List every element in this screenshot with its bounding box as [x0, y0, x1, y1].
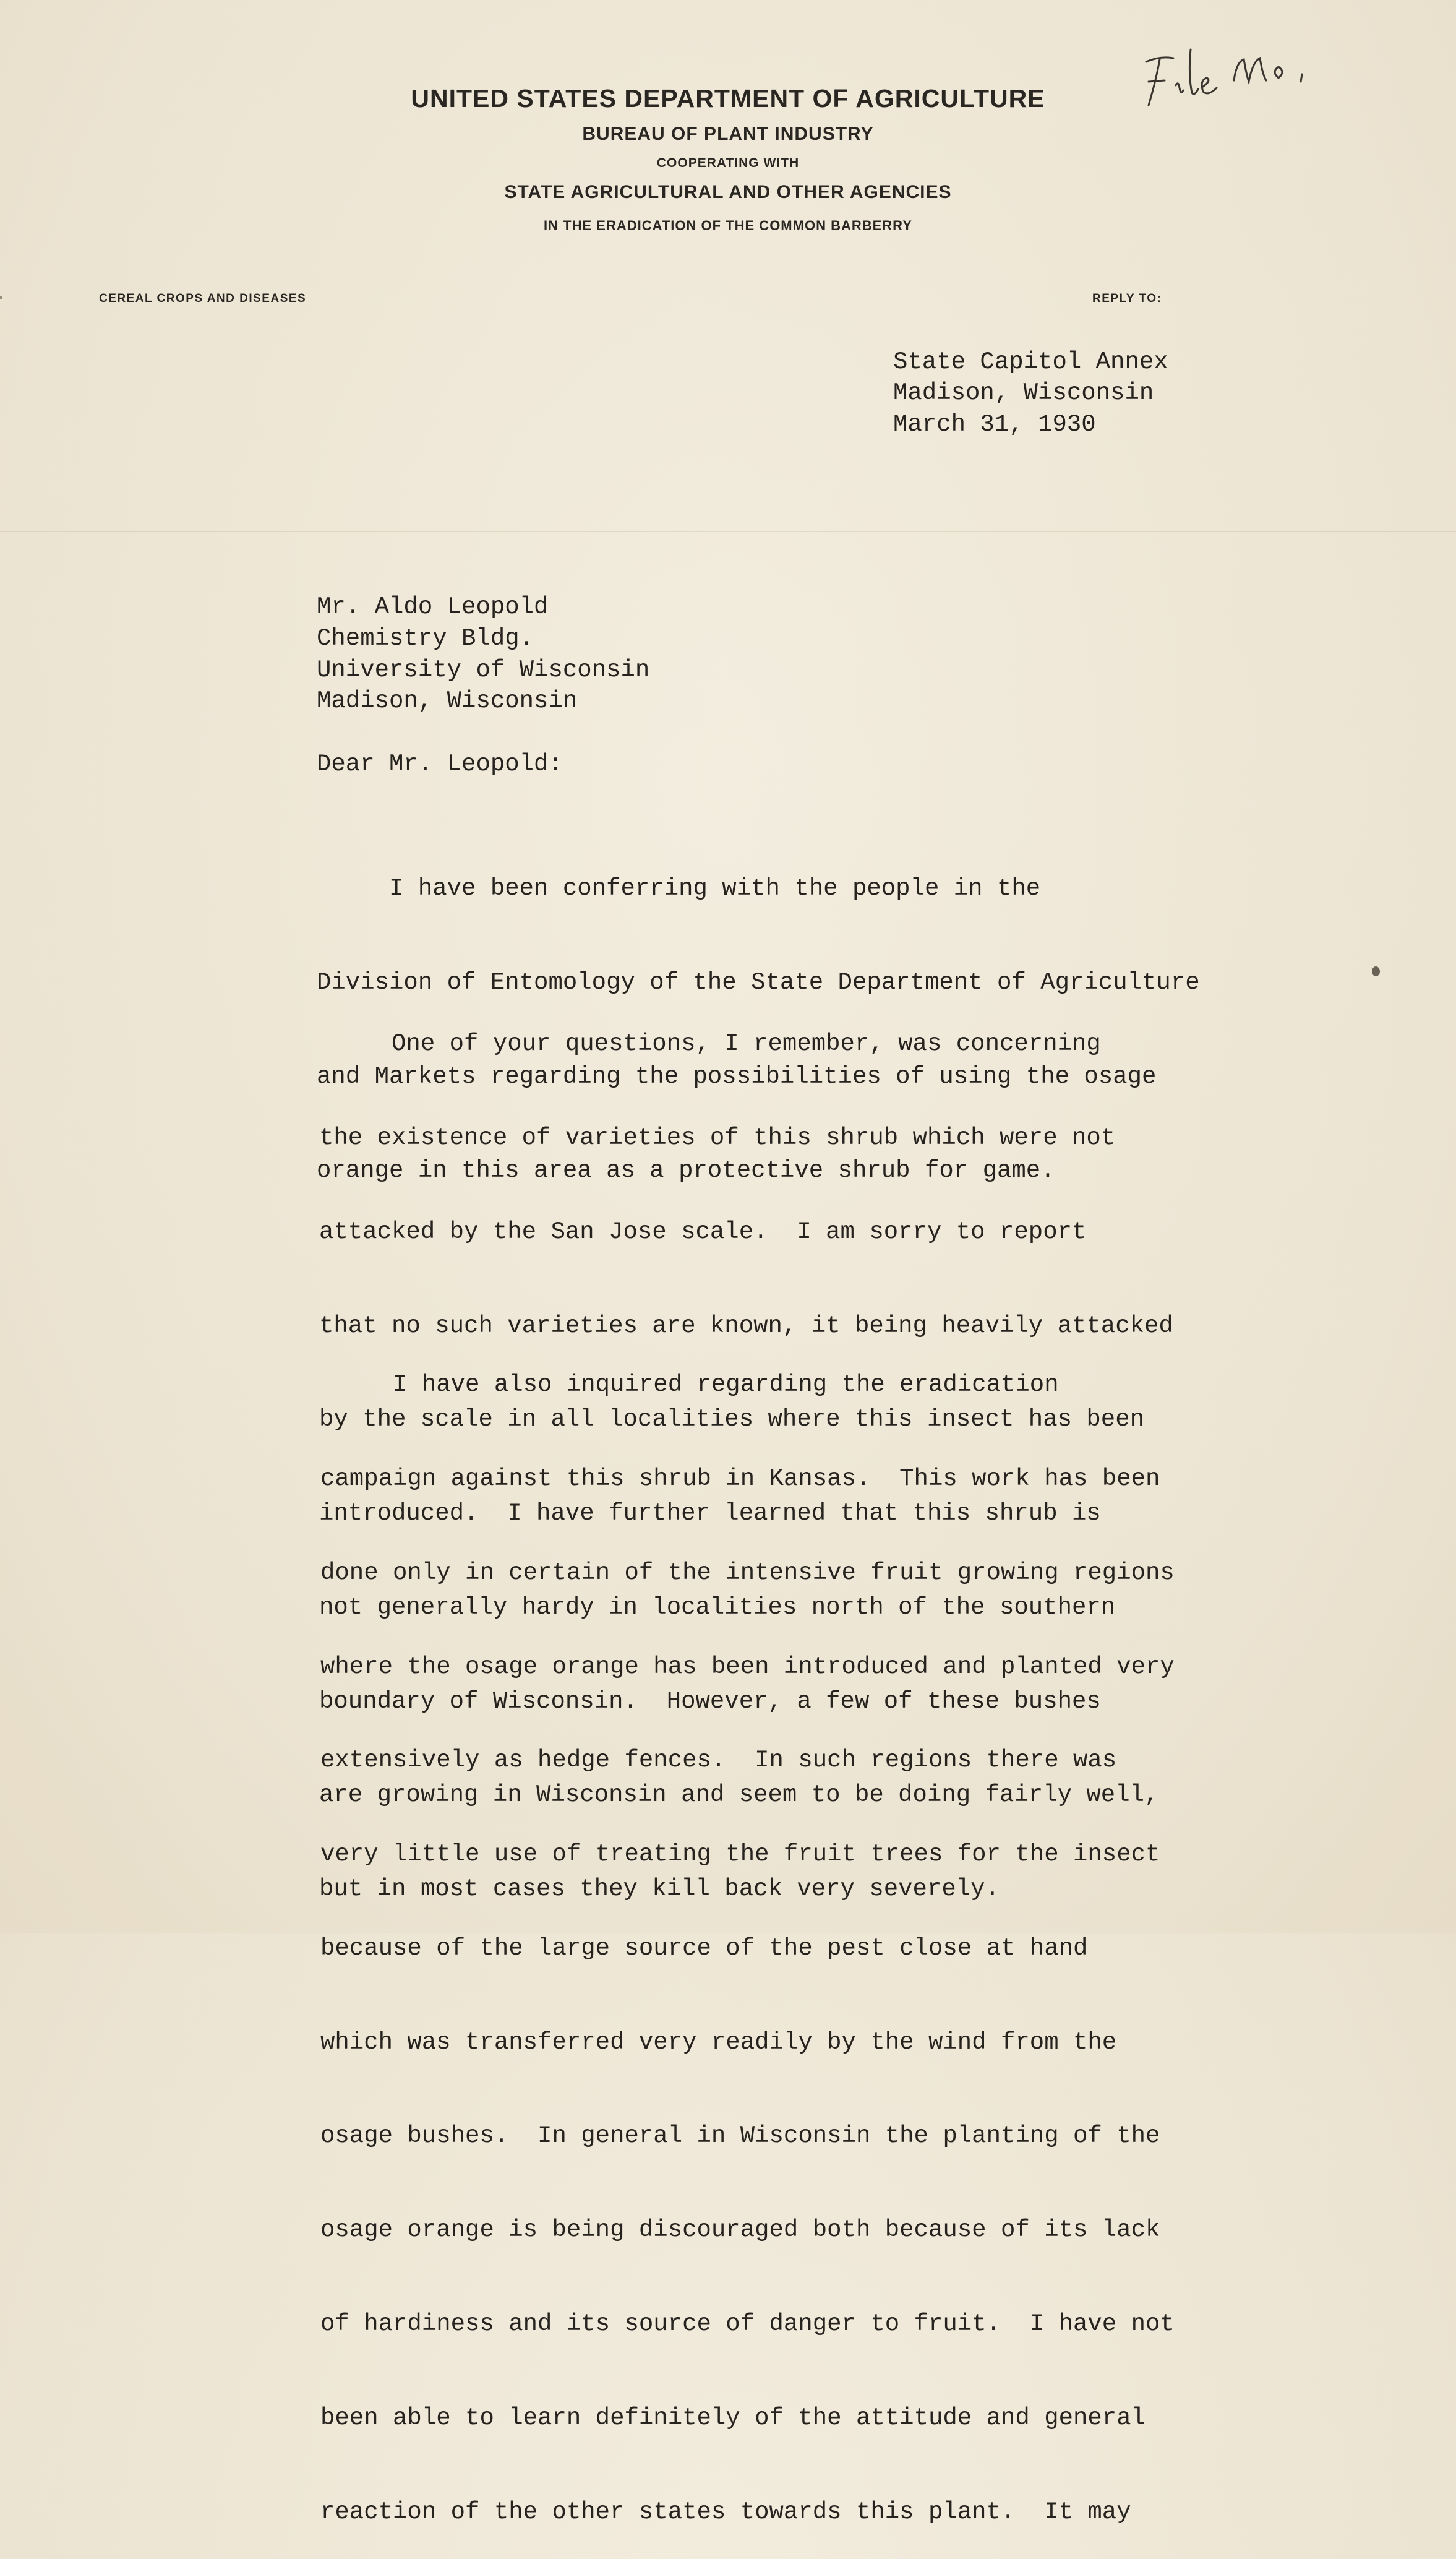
body-line: campaign against this shrub in Kansas. This work has been — [320, 1464, 1160, 1492]
body-line: which was transferred very readily by the wind from the — [320, 2028, 1117, 2056]
body-line: attacked by the San Jose scale. I am sorry to report — [319, 1218, 1087, 1245]
body-line: not generally hardy in localities north of the southern — [319, 1593, 1116, 1621]
recipient-line: University of Wisconsin — [317, 656, 650, 684]
recipient-line: Mr. Aldo Leopold — [317, 593, 549, 621]
body-line: extensively as hedge fences. In such regions there was — [320, 1747, 1117, 1774]
body-line: Division of Entomology of the State Department of Agriculture — [317, 968, 1200, 996]
salutation: Dear Mr. Leopold: — [317, 750, 563, 778]
body-line: the existence of varieties of this shrub which were not — [319, 1124, 1116, 1151]
body-line: and Markets regarding the possibilities of using the osage — [317, 1062, 1157, 1090]
body-line: of hardiness and its source of danger to fruit. I have not — [320, 2310, 1175, 2338]
letterhead-bureau: BUREAU OF PLANT INDUSTRY — [582, 124, 874, 144]
body-line: osage orange is being discouraged both because of its lack — [320, 2216, 1160, 2244]
body-line: where the osage orange has been introduced and planted very — [320, 1653, 1175, 1680]
body-line: done only in certain of the intensive fruit growing regions — [320, 1559, 1175, 1586]
body-line: orange in this area as a protective shrub for game. — [317, 1156, 1055, 1184]
ink-spot — [1372, 966, 1380, 976]
sender-address-line: Madison, Wisconsin — [893, 379, 1154, 406]
body-line: osage bushes. In general in Wisconsin the planting of the — [320, 2122, 1160, 2150]
body-line: reaction of the other states towards this plant. It may — [320, 2498, 1131, 2526]
body-line: One of your questions, I remember, was concerning — [319, 1030, 1101, 1058]
letterhead-title: UNITED STATES DEPARTMENT OF AGRICULTURE — [411, 84, 1045, 113]
recipient-line: Chemistry Bldg. — [317, 625, 534, 652]
handwritten-file-note — [1135, 37, 1314, 111]
body-line: are growing in Wisconsin and seem to be doing fairly well, — [319, 1781, 1159, 1809]
body-line: I have been conferring with the people in the — [317, 875, 1041, 903]
letterhead-eradication: IN THE ERADICATION OF THE COMMON BARBERRY — [544, 218, 912, 233]
letterhead-cooperating: COOPERATING WITH — [656, 156, 800, 170]
body-line: but in most cases they kill back very severely. — [319, 1875, 1000, 1903]
paragraph-3 — [320, 1307, 1175, 2559]
body-line: I have also inquired regarding the eradication — [320, 1371, 1059, 1399]
body-line: been able to learn definitely of the attitude and general — [320, 2404, 1146, 2432]
body-line: because of the large source of the pest close at hand — [320, 1934, 1088, 1962]
body-line: by the scale in all localities where this insect has been — [319, 1406, 1145, 1434]
sender-address-line: State Capitol Annex — [893, 348, 1168, 376]
page-fold-line — [0, 531, 1456, 532]
letterhead-agencies: STATE AGRICULTURAL AND OTHER AGENCIES — [504, 182, 952, 202]
margin-mark — [0, 296, 2, 299]
reply-to-label: REPLY TO: — [1092, 292, 1162, 305]
body-line: boundary of Wisconsin. However, a few of these bushes — [319, 1687, 1101, 1715]
letter-date: March 31, 1930 — [893, 411, 1096, 438]
division-label: CEREAL CROPS AND DISEASES — [99, 292, 307, 305]
recipient-line: Madison, Wisconsin — [317, 687, 578, 715]
body-line: that no such varieties are known, it being heavily attacked — [319, 1312, 1173, 1340]
body-line: introduced. I have further learned that this shrub is — [319, 1500, 1101, 1528]
body-line: very little use of treating the fruit trees for the insect — [320, 1841, 1160, 1869]
